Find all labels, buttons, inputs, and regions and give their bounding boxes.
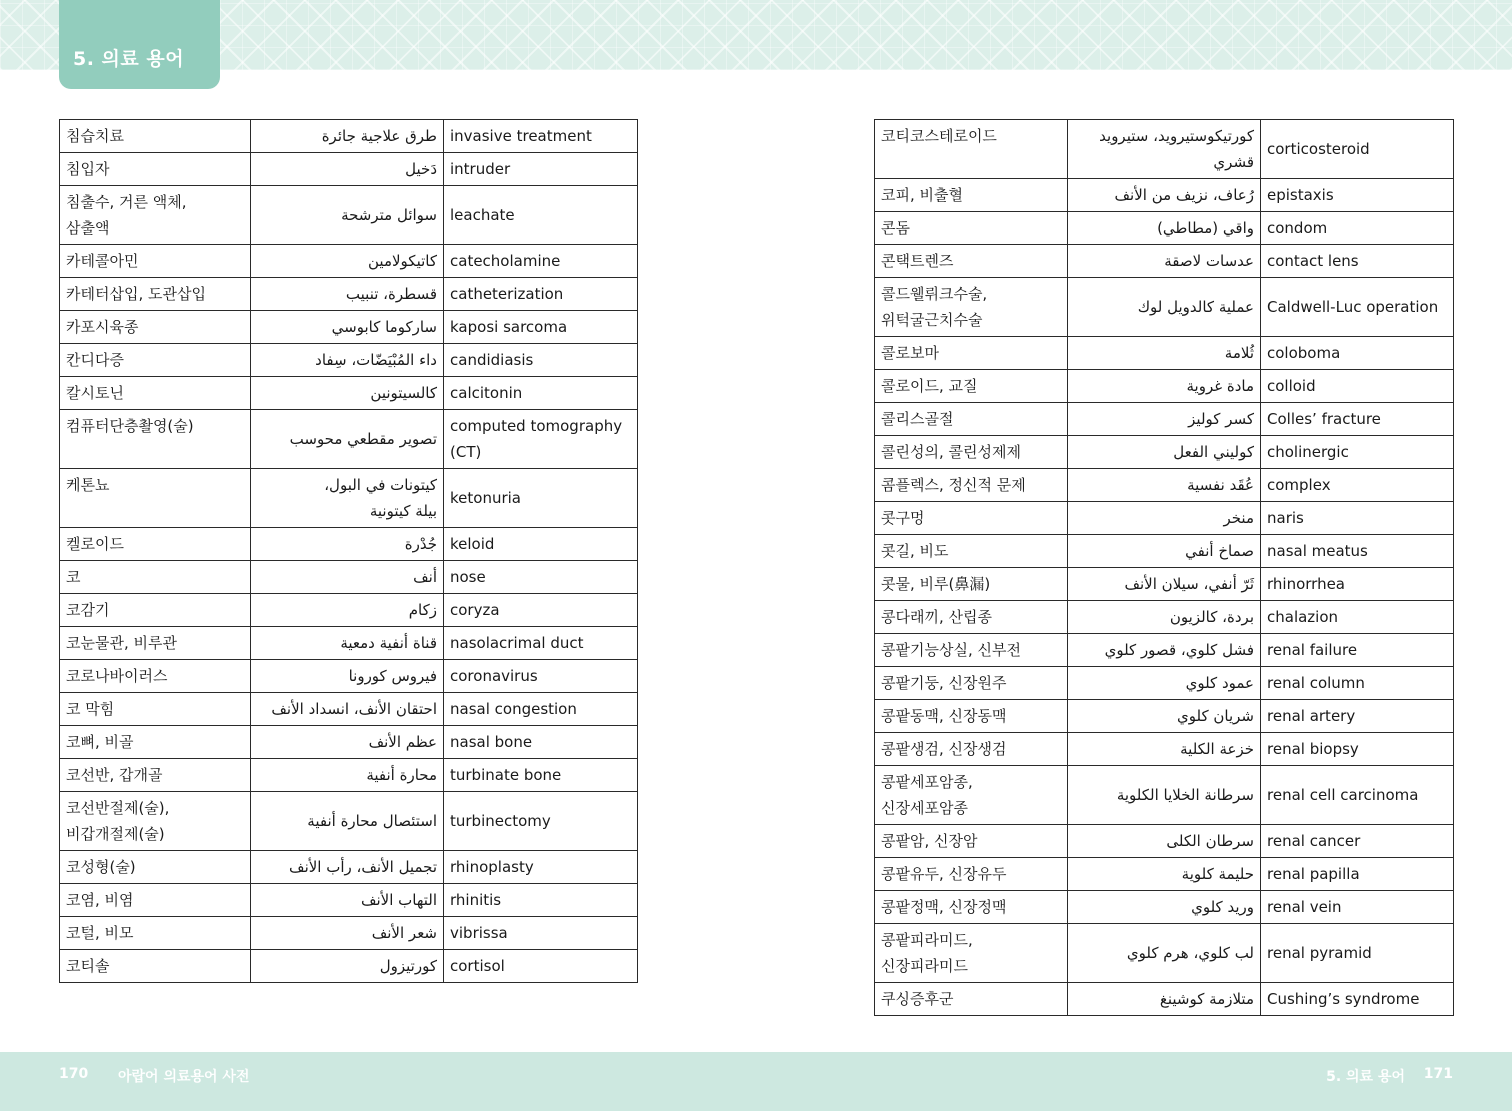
english-term-cell: renal cell carcinoma (1261, 766, 1454, 825)
arabic-term-cell: زكام (251, 594, 444, 627)
korean-term-cell: 콜드웰뤼크수술, 위턱굴근치수술 (875, 278, 1068, 337)
table-row (60, 917, 638, 950)
korean-term-cell: 콩팥암, 신장암 (875, 825, 1068, 858)
table-row (875, 733, 1454, 766)
english-term-cell: intruder (444, 153, 638, 186)
arabic-term-cell: قسطرة، تنبيب (251, 278, 444, 311)
arabic-term-cell: كورتيكوستيرويد، ستيرويد قشري (1068, 120, 1261, 179)
arabic-term-cell: عمود كلوي (1068, 667, 1261, 700)
table-row (875, 337, 1454, 370)
table-row (60, 410, 638, 469)
korean-term-cell: 침출수, 거른 액체, 삼출액 (60, 186, 251, 245)
table-row (60, 469, 638, 528)
table-row (60, 377, 638, 410)
arabic-term-cell: كسر كوليز (1068, 403, 1261, 436)
arabic-term-cell: واقي (مطاطي) (1068, 212, 1261, 245)
english-term-cell: turbinectomy (444, 792, 638, 851)
table-row (60, 594, 638, 627)
arabic-term-cell: قناة أنفية دمعية (251, 627, 444, 660)
english-term-cell: renal pyramid (1261, 924, 1454, 983)
english-term-cell: renal artery (1261, 700, 1454, 733)
english-term-cell: renal vein (1261, 891, 1454, 924)
english-term-cell: calcitonin (444, 377, 638, 410)
korean-term-cell: 칼시토닌 (60, 377, 251, 410)
table-row (875, 891, 1454, 924)
arabic-term-cell: عملية كالدويل لوك (1068, 278, 1261, 337)
arabic-term-cell: استئصال محارة أنفية (251, 792, 444, 851)
korean-term-cell: 침입자 (60, 153, 251, 186)
korean-term-cell: 컴퓨터단층촬영(술) (60, 410, 251, 469)
table-row (60, 528, 638, 561)
arabic-term-cell: سرطانة الخلايا الكلوية (1068, 766, 1261, 825)
table-row (60, 627, 638, 660)
arabic-term-cell: محارة أنفية (251, 759, 444, 792)
arabic-term-cell: حليمة كلوية (1068, 858, 1261, 891)
arabic-term-cell: كالسيتونين (251, 377, 444, 410)
arabic-term-cell: ثُلامة (1068, 337, 1261, 370)
korean-term-cell: 침습치료 (60, 120, 251, 153)
english-term-cell: complex (1261, 469, 1454, 502)
english-term-cell: Cushing’s syndrome (1261, 983, 1454, 1016)
english-term-cell: contact lens (1261, 245, 1454, 278)
english-term-cell: keloid (444, 528, 638, 561)
korean-term-cell: 콧물, 비루(鼻漏) (875, 568, 1068, 601)
table-row (875, 535, 1454, 568)
english-term-cell: coryza (444, 594, 638, 627)
arabic-term-cell: وريد كلوي (1068, 891, 1261, 924)
arabic-term-cell: رُعاف، نزيف من الأنف (1068, 179, 1261, 212)
arabic-term-cell: فشل كلوي، قصور كلوي (1068, 634, 1261, 667)
arabic-term-cell: كورتيزول (251, 950, 444, 983)
table-row (875, 403, 1454, 436)
korean-term-cell: 콜린성의, 콜린성제제 (875, 436, 1068, 469)
arabic-term-cell: لب كلوي، هرم كلوي (1068, 924, 1261, 983)
arabic-term-cell: شعر الأنف (251, 917, 444, 950)
english-term-cell: nasal congestion (444, 693, 638, 726)
english-term-cell: catecholamine (444, 245, 638, 278)
table-row (60, 153, 638, 186)
arabic-term-cell: شريان كلوي (1068, 700, 1261, 733)
korean-term-cell: 코로나바이러스 (60, 660, 251, 693)
left-page-number: 170 (59, 1066, 89, 1082)
english-term-cell: catheterization (444, 278, 638, 311)
arabic-term-cell: منخر (1068, 502, 1261, 535)
table-row (875, 370, 1454, 403)
arabic-term-cell: كوليني الفعل (1068, 436, 1261, 469)
table-row (60, 245, 638, 278)
korean-term-cell: 콩팥기능상실, 신부전 (875, 634, 1068, 667)
korean-term-cell: 콜로보마 (875, 337, 1068, 370)
korean-term-cell: 케톤뇨 (60, 469, 251, 528)
korean-term-cell: 코 막힘 (60, 693, 251, 726)
table-row (60, 792, 638, 851)
table-row (60, 561, 638, 594)
korean-term-cell: 코성형(술) (60, 851, 251, 884)
table-row (875, 278, 1454, 337)
arabic-term-cell: عدسات لاصقة (1068, 245, 1261, 278)
arabic-term-cell: احتقان الأنف، انسداد الأنف (251, 693, 444, 726)
korean-term-cell: 쿠싱증후군 (875, 983, 1068, 1016)
english-term-cell: candidiasis (444, 344, 638, 377)
korean-term-cell: 카포시육종 (60, 311, 251, 344)
english-term-cell: chalazion (1261, 601, 1454, 634)
arabic-term-cell: صماخ أنفي (1068, 535, 1261, 568)
korean-term-cell: 콩팥유두, 신장유두 (875, 858, 1068, 891)
english-term-cell: renal column (1261, 667, 1454, 700)
chapter-title: 5. 의료 용어 (59, 0, 220, 89)
table-row (60, 851, 638, 884)
english-term-cell: corticosteroid (1261, 120, 1454, 179)
table-row (60, 693, 638, 726)
left-term-table (59, 119, 638, 983)
table-row (60, 311, 638, 344)
table-row (60, 344, 638, 377)
right-term-table-body (875, 120, 1454, 1016)
korean-term-cell: 카테콜아민 (60, 245, 251, 278)
table-row (875, 120, 1454, 179)
table-row (875, 667, 1454, 700)
arabic-term-cell: مادة غروية (1068, 370, 1261, 403)
english-term-cell: nasal meatus (1261, 535, 1454, 568)
english-term-cell: renal cancer (1261, 825, 1454, 858)
right-chapter-label: 5. 의료 용어 (1326, 1069, 1405, 1085)
table-row (60, 278, 638, 311)
arabic-term-cell: تجميل الأنف، رأب الأنف (251, 851, 444, 884)
english-term-cell: epistaxis (1261, 179, 1454, 212)
arabic-term-cell: تصوير مقطعي محوسب (251, 410, 444, 469)
korean-term-cell: 콩팥기둥, 신장원주 (875, 667, 1068, 700)
english-term-cell: coronavirus (444, 660, 638, 693)
table-row (60, 120, 638, 153)
korean-term-cell: 콩다래끼, 산립종 (875, 601, 1068, 634)
table-row (875, 212, 1454, 245)
korean-term-cell: 콘돔 (875, 212, 1068, 245)
table-row (875, 825, 1454, 858)
english-term-cell: Caldwell-Luc operation (1261, 278, 1454, 337)
english-term-cell: coloboma (1261, 337, 1454, 370)
table-row (875, 766, 1454, 825)
arabic-term-cell: ساركوما كابوسي (251, 311, 444, 344)
korean-term-cell: 콩팥피라미드, 신장피라미드 (875, 924, 1068, 983)
english-term-cell: renal papilla (1261, 858, 1454, 891)
table-row (60, 759, 638, 792)
english-term-cell: computed tomography (CT) (444, 410, 638, 469)
english-term-cell: cortisol (444, 950, 638, 983)
korean-term-cell: 코털, 비모 (60, 917, 251, 950)
arabic-term-cell: أنف (251, 561, 444, 594)
english-term-cell: rhinitis (444, 884, 638, 917)
english-term-cell: leachate (444, 186, 638, 245)
korean-term-cell: 콩팥정맥, 신장정맥 (875, 891, 1068, 924)
arabic-term-cell: عظم الأنف (251, 726, 444, 759)
korean-term-cell: 콜리스골절 (875, 403, 1068, 436)
left-term-table-body (60, 120, 638, 983)
table-row (875, 469, 1454, 502)
korean-term-cell: 콩팥세포암종, 신장세포암종 (875, 766, 1068, 825)
english-term-cell: renal failure (1261, 634, 1454, 667)
korean-term-cell: 코피, 비출혈 (875, 179, 1068, 212)
arabic-term-cell: سوائل مترشحة (251, 186, 444, 245)
korean-term-cell: 콤플렉스, 정신적 문제 (875, 469, 1068, 502)
arabic-term-cell: طرق علاجية جائرة (251, 120, 444, 153)
arabic-term-cell: داء المُبْيَضّات، سِفاد (251, 344, 444, 377)
english-term-cell: Colles’ fracture (1261, 403, 1454, 436)
korean-term-cell: 코염, 비염 (60, 884, 251, 917)
header-pattern-band (0, 0, 1512, 70)
english-term-cell: kaposi sarcoma (444, 311, 638, 344)
english-term-cell: rhinorrhea (1261, 568, 1454, 601)
table-row (875, 502, 1454, 535)
right-term-table (874, 119, 1454, 1016)
english-term-cell: nasolacrimal duct (444, 627, 638, 660)
table-row (875, 858, 1454, 891)
table-row (875, 601, 1454, 634)
english-term-cell: nasal bone (444, 726, 638, 759)
english-term-cell: invasive treatment (444, 120, 638, 153)
english-term-cell: turbinate bone (444, 759, 638, 792)
arabic-term-cell: دَخيل (251, 153, 444, 186)
english-term-cell: vibrissa (444, 917, 638, 950)
arabic-term-cell: بردة، كالزيون (1068, 601, 1261, 634)
table-row (875, 179, 1454, 212)
korean-term-cell: 콜로이드, 교질 (875, 370, 1068, 403)
arabic-term-cell: فيروس كورونا (251, 660, 444, 693)
english-term-cell: ketonuria (444, 469, 638, 528)
right-page-number: 171 (1423, 1066, 1453, 1082)
table-row (875, 634, 1454, 667)
korean-term-cell: 콧구멍 (875, 502, 1068, 535)
arabic-term-cell: سرطان الكلى (1068, 825, 1261, 858)
korean-term-cell: 콧길, 비도 (875, 535, 1068, 568)
table-row (60, 660, 638, 693)
korean-term-cell: 카테터삽입, 도관삽입 (60, 278, 251, 311)
korean-term-cell: 코뼈, 비골 (60, 726, 251, 759)
korean-term-cell: 코티코스테로이드 (875, 120, 1068, 179)
korean-term-cell: 코눈물관, 비루관 (60, 627, 251, 660)
table-row (60, 884, 638, 917)
english-term-cell: rhinoplasty (444, 851, 638, 884)
arabic-term-cell: ثَرّ أنفي، سيلان الأنف (1068, 568, 1261, 601)
arabic-term-cell: عُقَد نفسية (1068, 469, 1261, 502)
english-term-cell: naris (1261, 502, 1454, 535)
table-row (875, 245, 1454, 278)
arabic-term-cell: كيتونات في البول، بيلة كيتونية (251, 469, 444, 528)
left-book-title: 아랍어 의료용어 사전 (118, 1069, 250, 1085)
arabic-term-cell: جُدْرة (251, 528, 444, 561)
korean-term-cell: 켈로이드 (60, 528, 251, 561)
korean-term-cell: 코티솔 (60, 950, 251, 983)
table-row (60, 186, 638, 245)
english-term-cell: cholinergic (1261, 436, 1454, 469)
table-row (875, 924, 1454, 983)
korean-term-cell: 칸디다증 (60, 344, 251, 377)
korean-term-cell: 콘택트렌즈 (875, 245, 1068, 278)
table-row (60, 726, 638, 759)
arabic-term-cell: متلازمة كوشينغ (1068, 983, 1261, 1016)
table-row (875, 436, 1454, 469)
english-term-cell: renal biopsy (1261, 733, 1454, 766)
english-term-cell: condom (1261, 212, 1454, 245)
arabic-term-cell: التهاب الأنف (251, 884, 444, 917)
korean-term-cell: 콩팥동맥, 신장동맥 (875, 700, 1068, 733)
korean-term-cell: 코감기 (60, 594, 251, 627)
table-row (875, 568, 1454, 601)
arabic-term-cell: خزعة الكلية (1068, 733, 1261, 766)
table-row (875, 700, 1454, 733)
korean-term-cell: 코 (60, 561, 251, 594)
korean-term-cell: 코선반절제(술), 비갑개절제(술) (60, 792, 251, 851)
english-term-cell: nose (444, 561, 638, 594)
english-term-cell: colloid (1261, 370, 1454, 403)
arabic-term-cell: كاتيكولامين (251, 245, 444, 278)
table-row (60, 950, 638, 983)
korean-term-cell: 코선반, 갑개골 (60, 759, 251, 792)
korean-term-cell: 콩팥생검, 신장생검 (875, 733, 1068, 766)
table-row (875, 983, 1454, 1016)
